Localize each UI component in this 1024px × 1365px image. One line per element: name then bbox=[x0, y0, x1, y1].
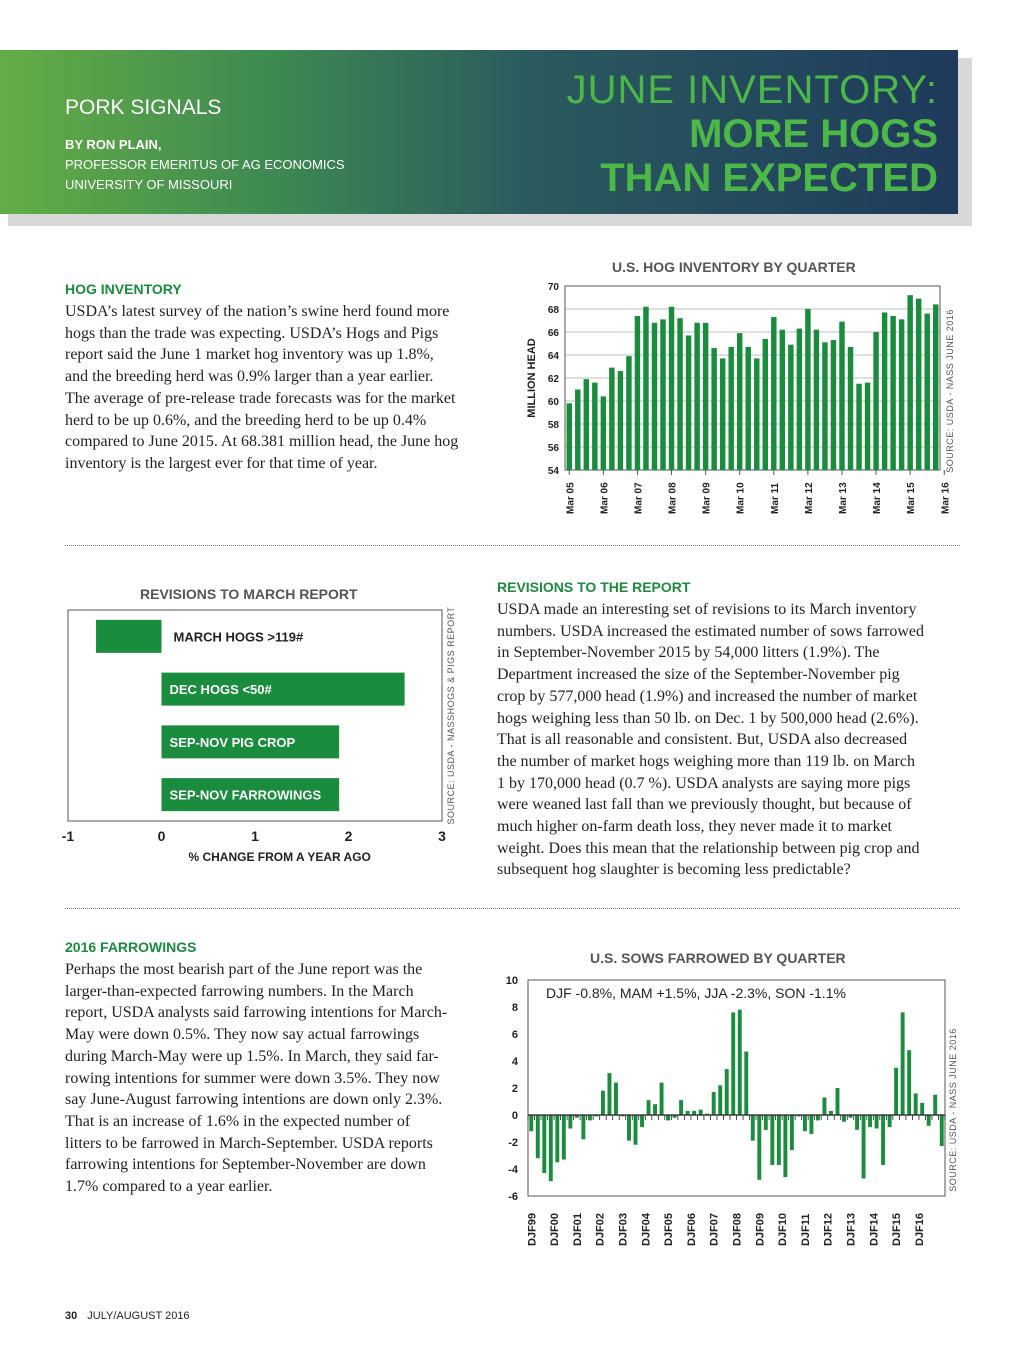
text-line: say June-August farrowing intentions are down only 2.3%. bbox=[65, 1091, 443, 1109]
farrow-bar bbox=[731, 1012, 735, 1115]
farrow-bar bbox=[738, 1010, 742, 1115]
chart-source: SOURCE: USDA - NASS JUNE 2016 bbox=[948, 1028, 958, 1192]
x-tick-label: -1 bbox=[61, 828, 75, 844]
farrow-bar bbox=[907, 1050, 911, 1115]
section-divider-1 bbox=[65, 545, 960, 546]
farrow-bar bbox=[881, 1115, 885, 1165]
x-tick-label: DJF13 bbox=[845, 1212, 858, 1246]
farrow-bar bbox=[562, 1115, 566, 1160]
bar-label: DEC HOGS <50# bbox=[169, 682, 272, 698]
inventory-bar bbox=[626, 356, 631, 470]
x-tick-label: DJF02 bbox=[594, 1212, 607, 1246]
inventory-bar bbox=[652, 323, 657, 470]
x-tick-label: DJF05 bbox=[663, 1212, 676, 1246]
farrow-bar bbox=[777, 1115, 781, 1165]
bar-label: SEP-NOV FARROWINGS bbox=[169, 787, 322, 803]
column-name: PORK SIGNALS bbox=[65, 96, 222, 119]
x-tick-label: DJF99 bbox=[526, 1212, 539, 1246]
y-tick-label: 60 bbox=[547, 397, 559, 408]
text-line: 1.7% compared to a year earlier. bbox=[65, 1178, 273, 1196]
farrow-bar bbox=[692, 1111, 696, 1115]
text-line: during March-May were up 1.5%. In March, they said far- bbox=[65, 1047, 439, 1065]
farrow-bar bbox=[783, 1115, 787, 1177]
inventory-bar bbox=[763, 339, 768, 470]
farrow-bar bbox=[894, 1068, 898, 1115]
farrow-bar bbox=[888, 1115, 892, 1127]
farrow-bar bbox=[712, 1092, 716, 1115]
inventory-bar bbox=[584, 379, 589, 470]
text-line: hogs than the trade was expecting. USDA’s Hogs and Pigs bbox=[65, 324, 439, 342]
x-tick-label: DJF03 bbox=[617, 1212, 630, 1246]
quarter-annotation: DJF -0.8%, MAM +1.5%, JJA -2.3%, SON -1.1% bbox=[546, 985, 846, 1001]
farrow-bar bbox=[725, 1069, 729, 1115]
inventory-bar bbox=[694, 323, 699, 470]
farrow-bar bbox=[718, 1085, 722, 1115]
farrow-bar bbox=[809, 1115, 813, 1134]
x-tick-label: DJF07 bbox=[708, 1212, 721, 1246]
x-tick-label: DJF11 bbox=[799, 1213, 812, 1246]
inventory-bar bbox=[677, 318, 682, 470]
text-line: crop by 577,000 head (1.9%) and increased the number of market bbox=[497, 687, 918, 705]
text-line: USDA made an interesting set of revisions to its March inventory bbox=[497, 601, 917, 618]
farrow-bar bbox=[920, 1103, 924, 1115]
x-axis-label: % CHANGE FROM A YEAR AGO bbox=[188, 850, 371, 864]
y-tick-label: 70 bbox=[547, 282, 559, 293]
issue-date: JULY/AUGUST 2016 bbox=[87, 1310, 190, 1322]
revisions-text bbox=[497, 599, 967, 881]
farrow-bar bbox=[679, 1100, 683, 1115]
farrow-bar bbox=[940, 1115, 944, 1146]
revisions-heading: REVISIONS TO THE REPORT bbox=[497, 579, 691, 595]
farrow-bar bbox=[607, 1073, 611, 1115]
author-title: PROFESSOR EMERITUS OF AG ECONOMICS bbox=[65, 157, 345, 172]
x-tick-label: DJF09 bbox=[754, 1212, 767, 1246]
hog-inventory-heading: HOG INVENTORY bbox=[65, 281, 182, 297]
y-tick-label: 10 bbox=[505, 975, 518, 987]
inventory-bar bbox=[601, 396, 606, 470]
text-line: the number of market hogs weighing more than 119 lb. on March bbox=[497, 752, 915, 770]
x-tick-label: DJF10 bbox=[777, 1212, 790, 1246]
farrow-bar bbox=[588, 1115, 592, 1120]
inventory-bar bbox=[916, 299, 921, 470]
revisions-chart-title: REVISIONS TO MARCH REPORT bbox=[140, 586, 358, 602]
farrow-bar bbox=[803, 1115, 807, 1131]
x-tick-label: 3 bbox=[438, 828, 446, 844]
y-tick-label: -2 bbox=[508, 1137, 518, 1149]
x-tick-label: Mar 06 bbox=[599, 482, 611, 514]
y-axis-label: MILLION HEAD bbox=[526, 338, 538, 418]
text-line: The average of pre-release trade forecasts was for the market bbox=[65, 389, 456, 407]
inventory-bar bbox=[856, 384, 861, 470]
farrow-bar bbox=[751, 1115, 755, 1141]
hog-inventory-text bbox=[65, 301, 505, 475]
inventory-bar bbox=[839, 322, 844, 470]
farrow-bar bbox=[568, 1115, 572, 1129]
inventory-bar bbox=[780, 330, 785, 470]
chart-source: SOURCE: USDA - NASSHOGS & PIGS REPORT bbox=[446, 606, 456, 825]
sows-farrowed-chart bbox=[490, 970, 970, 1255]
inventory-bar bbox=[831, 340, 836, 470]
farrow-bar bbox=[529, 1115, 533, 1131]
inventory-bar bbox=[711, 348, 716, 470]
chart-source: SOURCE: USDA - NASS JUNE 2016 bbox=[945, 309, 955, 473]
inventory-bar bbox=[890, 316, 895, 470]
farrow-bar bbox=[875, 1115, 879, 1129]
text-line: That is an increase of 1.6% in the expected number of bbox=[65, 1112, 411, 1130]
inventory-bar bbox=[865, 383, 870, 470]
farrow-bar bbox=[542, 1115, 546, 1173]
farrow-bar bbox=[868, 1115, 872, 1127]
y-tick-label: 68 bbox=[547, 305, 559, 316]
bar-label: MARCH HOGS >119# bbox=[173, 629, 304, 645]
y-tick-label: 58 bbox=[547, 420, 559, 431]
inventory-bar bbox=[728, 347, 733, 470]
text-line: Department increased the size of the September-November pig bbox=[497, 666, 900, 684]
y-tick-label: 64 bbox=[547, 351, 559, 362]
farrow-bar bbox=[855, 1115, 859, 1130]
farrow-bar bbox=[829, 1111, 833, 1115]
inventory-bar bbox=[720, 358, 725, 470]
text-line: Perhaps the most bearish part of the June report was the bbox=[65, 961, 423, 978]
x-tick-label: DJF08 bbox=[731, 1212, 744, 1246]
farrow-bar bbox=[666, 1115, 670, 1120]
farrow-bar bbox=[914, 1093, 918, 1115]
y-tick-label: 54 bbox=[547, 466, 559, 477]
y-tick-label: 2 bbox=[511, 1083, 518, 1095]
farrow-bar bbox=[627, 1115, 631, 1141]
text-line: compared to June 2015. At 68.381 million head, the June hog bbox=[65, 433, 459, 451]
page-number: 30 bbox=[65, 1310, 78, 1322]
x-tick-label: DJF04 bbox=[640, 1212, 653, 1246]
x-tick-label: DJF01 bbox=[571, 1212, 584, 1246]
farrowings-heading: 2016 FARROWINGS bbox=[65, 939, 197, 955]
text-line: 1 by 170,000 head (0.7 %). USDA analysts are saying more pigs bbox=[497, 774, 911, 792]
inventory-bar bbox=[805, 309, 810, 470]
text-line: litters to be farrowed in March-September. USDA reports bbox=[65, 1134, 433, 1152]
x-tick-label: Mar 16 bbox=[940, 482, 952, 514]
farrow-bar bbox=[933, 1095, 937, 1115]
farrow-bar bbox=[686, 1111, 690, 1115]
text-line: That is all reasonable and consistent. But, USDA also decreased bbox=[497, 731, 908, 749]
y-tick-label: 6 bbox=[511, 1029, 518, 1041]
farrow-bar bbox=[842, 1115, 846, 1122]
hog-inventory-chart bbox=[505, 276, 970, 521]
y-tick-label: 4 bbox=[511, 1056, 518, 1068]
farrow-bar bbox=[640, 1115, 644, 1127]
farrow-bar bbox=[601, 1091, 605, 1115]
text-line: inventory is the largest ever for that time of year. bbox=[65, 454, 378, 472]
text-line: report said the June 1 market hog inventory was up 1.8%, bbox=[65, 346, 434, 364]
inventory-bar bbox=[609, 368, 614, 470]
author-byline bbox=[65, 135, 345, 195]
farrow-bar bbox=[555, 1115, 559, 1162]
inventory-bar bbox=[848, 347, 853, 470]
x-tick-label: DJF16 bbox=[913, 1212, 926, 1246]
text-line: much higher on-farm death loss, they never made it to market bbox=[497, 818, 892, 836]
inventory-bar bbox=[686, 335, 691, 470]
inventory-bar bbox=[882, 312, 887, 470]
y-tick-label: 62 bbox=[547, 374, 559, 385]
text-line: in September-November 2015 by 54,000 litters (1.9%). The bbox=[497, 644, 880, 662]
text-line: report, USDA analysts said farrowing intentions for March- bbox=[65, 1004, 448, 1022]
farrow-bar bbox=[614, 1083, 618, 1115]
x-tick-label: Mar 05 bbox=[565, 482, 577, 514]
inventory-bar bbox=[746, 347, 751, 470]
x-tick-label: Mar 14 bbox=[872, 482, 884, 514]
inventory-bar bbox=[643, 307, 648, 470]
headline-line-1: JUNE INVENTORY: bbox=[566, 68, 938, 112]
inventory-bar bbox=[635, 316, 640, 470]
farrow-bar bbox=[647, 1100, 651, 1115]
x-tick-label: DJF00 bbox=[549, 1212, 562, 1246]
inventory-bar bbox=[873, 332, 878, 470]
inventory-bar bbox=[788, 345, 793, 470]
x-tick-label: Mar 10 bbox=[735, 482, 747, 514]
farrow-bar bbox=[549, 1115, 553, 1181]
inventory-bar bbox=[822, 342, 827, 470]
y-tick-label: -4 bbox=[508, 1164, 518, 1176]
text-line: numbers. USDA increased the estimated number of sows farrowed bbox=[497, 622, 924, 640]
revision-bar bbox=[96, 620, 161, 653]
farrow-bar bbox=[901, 1012, 905, 1115]
inventory-bar bbox=[924, 314, 929, 470]
farrow-bar bbox=[836, 1088, 840, 1115]
inventory-bar bbox=[797, 329, 802, 470]
y-tick-label: 56 bbox=[547, 443, 559, 454]
text-line: May were down 0.5%. They now say actual farrowings bbox=[65, 1026, 420, 1044]
text-line: were weaned last fall than we previously thought, but because of bbox=[497, 796, 912, 814]
inventory-bar bbox=[771, 317, 776, 470]
inventory-bar bbox=[592, 383, 597, 470]
y-tick-label: 0 bbox=[511, 1110, 518, 1122]
inventory-bar bbox=[567, 403, 572, 470]
x-tick-label: DJF06 bbox=[685, 1212, 698, 1246]
inventory-bar bbox=[660, 319, 665, 470]
inventory-bar bbox=[907, 295, 912, 470]
x-tick-label: 0 bbox=[157, 828, 166, 844]
text-line: rowing intentions for summer were down 3.5%. They now bbox=[65, 1069, 440, 1087]
author-affiliation: UNIVERSITY OF MISSOURI bbox=[65, 177, 233, 192]
inventory-bar bbox=[814, 330, 819, 470]
headline bbox=[567, 68, 938, 200]
y-tick-label: -6 bbox=[508, 1191, 518, 1203]
x-tick-label: Mar 15 bbox=[906, 482, 918, 514]
x-tick-label: 1 bbox=[251, 828, 259, 844]
author-name: BY RON PLAIN, bbox=[65, 137, 162, 152]
farrow-bar bbox=[816, 1115, 820, 1120]
text-line: subsequent hog slaughter is becoming less predictable? bbox=[497, 861, 851, 879]
farrow-bar bbox=[744, 1052, 748, 1115]
page-footer bbox=[65, 1310, 190, 1322]
farrow-bar bbox=[634, 1115, 638, 1145]
farrow-bar bbox=[536, 1115, 540, 1158]
text-line: larger-than-expected farrowing numbers. In the March bbox=[65, 982, 414, 1000]
text-line: farrowing intentions for September-November are down bbox=[65, 1156, 426, 1174]
farrow-bar bbox=[862, 1115, 866, 1178]
farrow-bar bbox=[764, 1115, 768, 1130]
section-divider-2 bbox=[65, 908, 960, 909]
text-line: herd to be up 0.6%, and the breeding herd to be up 0.4% bbox=[65, 411, 427, 429]
x-tick-label: DJF14 bbox=[868, 1212, 881, 1246]
x-tick-label: Mar 13 bbox=[837, 482, 849, 514]
farrowings-text bbox=[65, 959, 485, 1198]
text-line: and the breeding herd was 0.9% larger than a year earlier. bbox=[65, 368, 434, 386]
inventory-bar bbox=[899, 319, 904, 470]
farrow-bar bbox=[823, 1097, 827, 1115]
inventory-bar bbox=[618, 371, 623, 470]
inventory-bar bbox=[575, 390, 580, 471]
sows-chart-title: U.S. SOWS FARROWED BY QUARTER bbox=[590, 950, 846, 966]
farrow-bar bbox=[653, 1104, 657, 1115]
text-line: hogs weighing less than 50 lb. on Dec. 1 by 500,000 head (2.6%). bbox=[497, 709, 919, 727]
x-tick-label: 2 bbox=[344, 828, 353, 844]
inventory-bar bbox=[669, 307, 674, 470]
x-tick-label: Mar 07 bbox=[633, 482, 645, 514]
farrow-bar bbox=[660, 1083, 664, 1115]
farrow-bar bbox=[581, 1115, 585, 1139]
x-tick-label: Mar 12 bbox=[803, 482, 815, 514]
bar-label: SEP-NOV PIG CROP bbox=[169, 734, 296, 750]
inventory-bar bbox=[703, 323, 708, 470]
hog-inventory-chart-title: U.S. HOG INVENTORY BY QUARTER bbox=[612, 259, 856, 275]
inventory-bar bbox=[737, 333, 742, 470]
x-tick-label: Mar 11 bbox=[769, 482, 781, 514]
x-tick-label: DJF12 bbox=[822, 1212, 835, 1246]
y-tick-label: 66 bbox=[547, 328, 559, 339]
farrow-bar bbox=[770, 1115, 774, 1165]
x-tick-label: DJF15 bbox=[891, 1212, 904, 1246]
x-tick-label: Mar 08 bbox=[667, 482, 679, 514]
farrow-bar bbox=[757, 1115, 761, 1180]
revisions-chart bbox=[30, 600, 470, 872]
farrow-bar bbox=[790, 1115, 794, 1150]
farrow-bar bbox=[699, 1110, 703, 1115]
text-line: USDA’s latest survey of the nation’s swine herd found more bbox=[65, 303, 450, 320]
farrow-bar bbox=[927, 1115, 931, 1126]
inventory-bar bbox=[754, 358, 759, 470]
headline-line-2: MORE HOGS bbox=[689, 112, 938, 156]
text-line: weight. Does this mean that the relationship between pig crop and bbox=[497, 839, 920, 857]
headline-line-3: THAN EXPECTED bbox=[600, 156, 938, 200]
inventory-bar bbox=[933, 304, 938, 470]
x-tick-label: Mar 09 bbox=[701, 482, 713, 514]
y-tick-label: 8 bbox=[511, 1002, 518, 1014]
